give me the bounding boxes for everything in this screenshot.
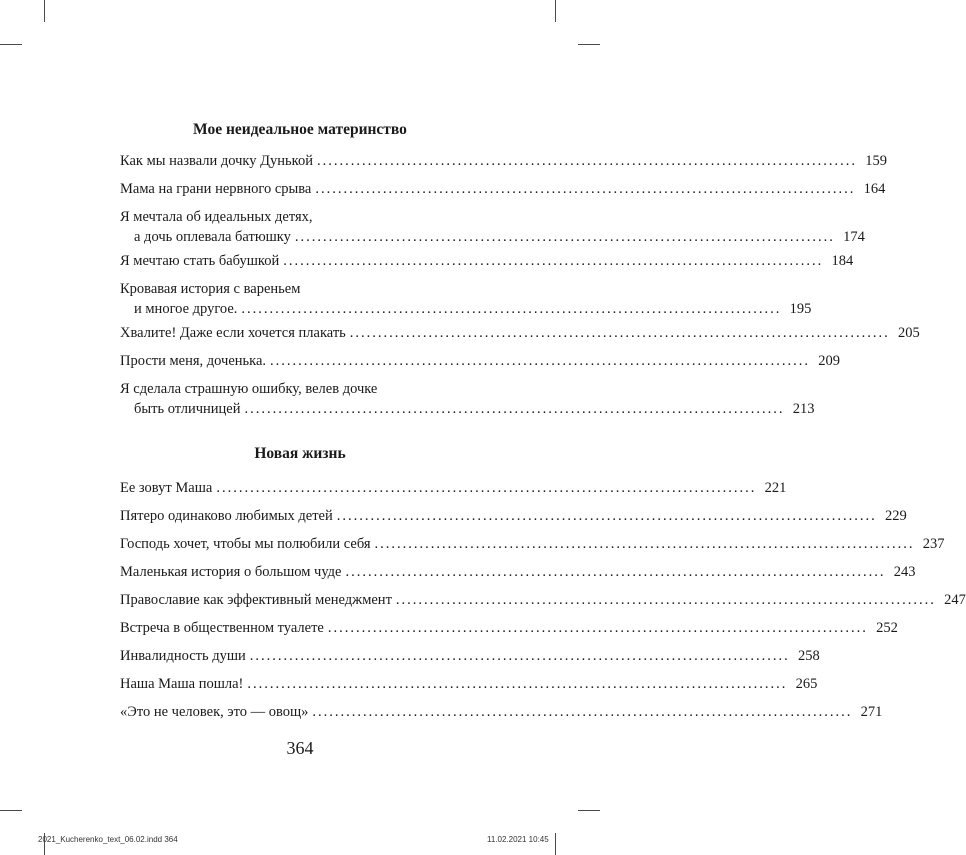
page-number: 271 <box>860 704 883 720</box>
entry-title: Мама на грани нервного срыва <box>120 181 312 197</box>
crop-mark <box>0 44 22 45</box>
page-number: 174 <box>843 229 865 245</box>
entry-title: Господь хочет, чтобы мы полюбили себя <box>120 536 371 552</box>
slug-file: 2021_Kucherenko_text_06.02.indd 364 <box>38 835 178 844</box>
leader-dots: ................................................................................................ <box>315 181 856 197</box>
page-number: 237 <box>922 536 945 552</box>
entry-title: Прости меня, доченька. <box>120 353 267 369</box>
entry-title-line1: Кровавая история с вареньем <box>120 281 301 297</box>
crop-mark <box>578 810 600 811</box>
leader-dots: ................................................................................................ <box>249 648 790 664</box>
entry-title: быть отличницей <box>134 401 241 417</box>
toc-entry[interactable] <box>120 618 898 638</box>
entry-title: Хвалите! Даже если хочется плакать <box>120 325 346 341</box>
slug-datetime: 11.02.2021 10:45 <box>487 835 549 844</box>
leader-dots: ................................................................................................ <box>395 592 936 608</box>
leader-dots: ................................................................................................ <box>270 353 811 369</box>
toc-entry[interactable] <box>120 207 865 247</box>
page-number: 229 <box>884 508 907 524</box>
entry-title-line1: Я мечтала об идеальных детях, <box>120 209 313 225</box>
toc-entry[interactable] <box>120 674 818 694</box>
leader-dots: ................................................................................................ <box>216 480 757 496</box>
leader-dots: ................................................................................................ <box>312 704 853 720</box>
crop-mark <box>44 0 45 22</box>
page-number: 252 <box>876 620 898 636</box>
toc-entry[interactable] <box>120 351 841 371</box>
entry-title: и многое другое. <box>134 301 238 317</box>
section-title: Новая жизнь <box>254 445 346 462</box>
crop-mark <box>555 833 556 855</box>
page-number: 258 <box>798 648 820 664</box>
leader-dots: ................................................................................................ <box>294 229 835 245</box>
page-number: 195 <box>789 301 812 317</box>
page-number: 205 <box>898 325 920 341</box>
toc-entry[interactable] <box>120 151 887 171</box>
entry-title: Как мы назвали дочку Дунькой <box>120 153 313 169</box>
page-number: 213 <box>792 401 815 417</box>
page-number: 159 <box>865 153 887 169</box>
entry-title: «Это не человек, это — овощ» <box>120 704 309 720</box>
page-number: 247 <box>944 592 966 608</box>
toc-entry[interactable] <box>120 562 916 582</box>
section-title: Мое неидеальное материнство <box>193 121 407 138</box>
entry-title: Ее зовут Маша <box>120 480 213 496</box>
page-number: 164 <box>863 181 886 197</box>
leader-dots: ................................................................................................ <box>374 536 915 552</box>
entry-title: Наша Маша пошла! <box>120 676 244 692</box>
entry-title: Маленькая история о большом чуде <box>120 564 342 580</box>
leader-dots: ................................................................................................ <box>349 325 890 341</box>
entry-title: а дочь оплевала батюшку <box>134 229 291 245</box>
page-number: 221 <box>764 480 787 496</box>
toc-entry[interactable] <box>120 506 907 526</box>
entry-title: Встреча в общественном туалете <box>120 620 324 636</box>
toc-entry[interactable] <box>120 590 966 610</box>
leader-dots: ................................................................................................ <box>327 620 868 636</box>
toc-entry[interactable] <box>120 179 886 199</box>
toc-entry[interactable] <box>120 379 815 419</box>
toc-entry[interactable] <box>120 646 820 666</box>
toc-entry[interactable] <box>120 478 787 498</box>
entry-title: Инвалидность души <box>120 648 246 664</box>
leader-dots: ................................................................................................ <box>316 153 857 169</box>
crop-mark <box>578 44 600 45</box>
entry-title: Православие как эффективный менеджмент <box>120 592 392 608</box>
toc-entry[interactable] <box>120 534 945 554</box>
leader-dots: ................................................................................................ <box>244 401 785 417</box>
crop-mark <box>555 0 556 22</box>
toc-entry[interactable] <box>120 251 854 271</box>
page-folio: 364 <box>286 738 314 758</box>
entry-title: Пятеро одинаково любимых детей <box>120 508 333 524</box>
page-number: 265 <box>795 676 818 692</box>
toc-entry[interactable] <box>120 702 883 722</box>
page-number: 209 <box>818 353 841 369</box>
entry-title-line1: Я сделала страшную ошибку, велев дочке <box>120 381 378 397</box>
leader-dots: ................................................................................................ <box>241 301 782 317</box>
leader-dots: ................................................................................................ <box>283 253 824 269</box>
toc-entry[interactable] <box>120 323 920 343</box>
entry-title: Я мечтаю стать бабушкой <box>120 253 280 269</box>
crop-mark <box>0 810 22 811</box>
toc-entry[interactable] <box>120 279 812 319</box>
leader-dots: ................................................................................................ <box>345 564 886 580</box>
page-number: 184 <box>831 253 854 269</box>
leader-dots: ................................................................................................ <box>247 676 788 692</box>
page-number: 243 <box>893 564 916 580</box>
leader-dots: ................................................................................................ <box>336 508 877 524</box>
